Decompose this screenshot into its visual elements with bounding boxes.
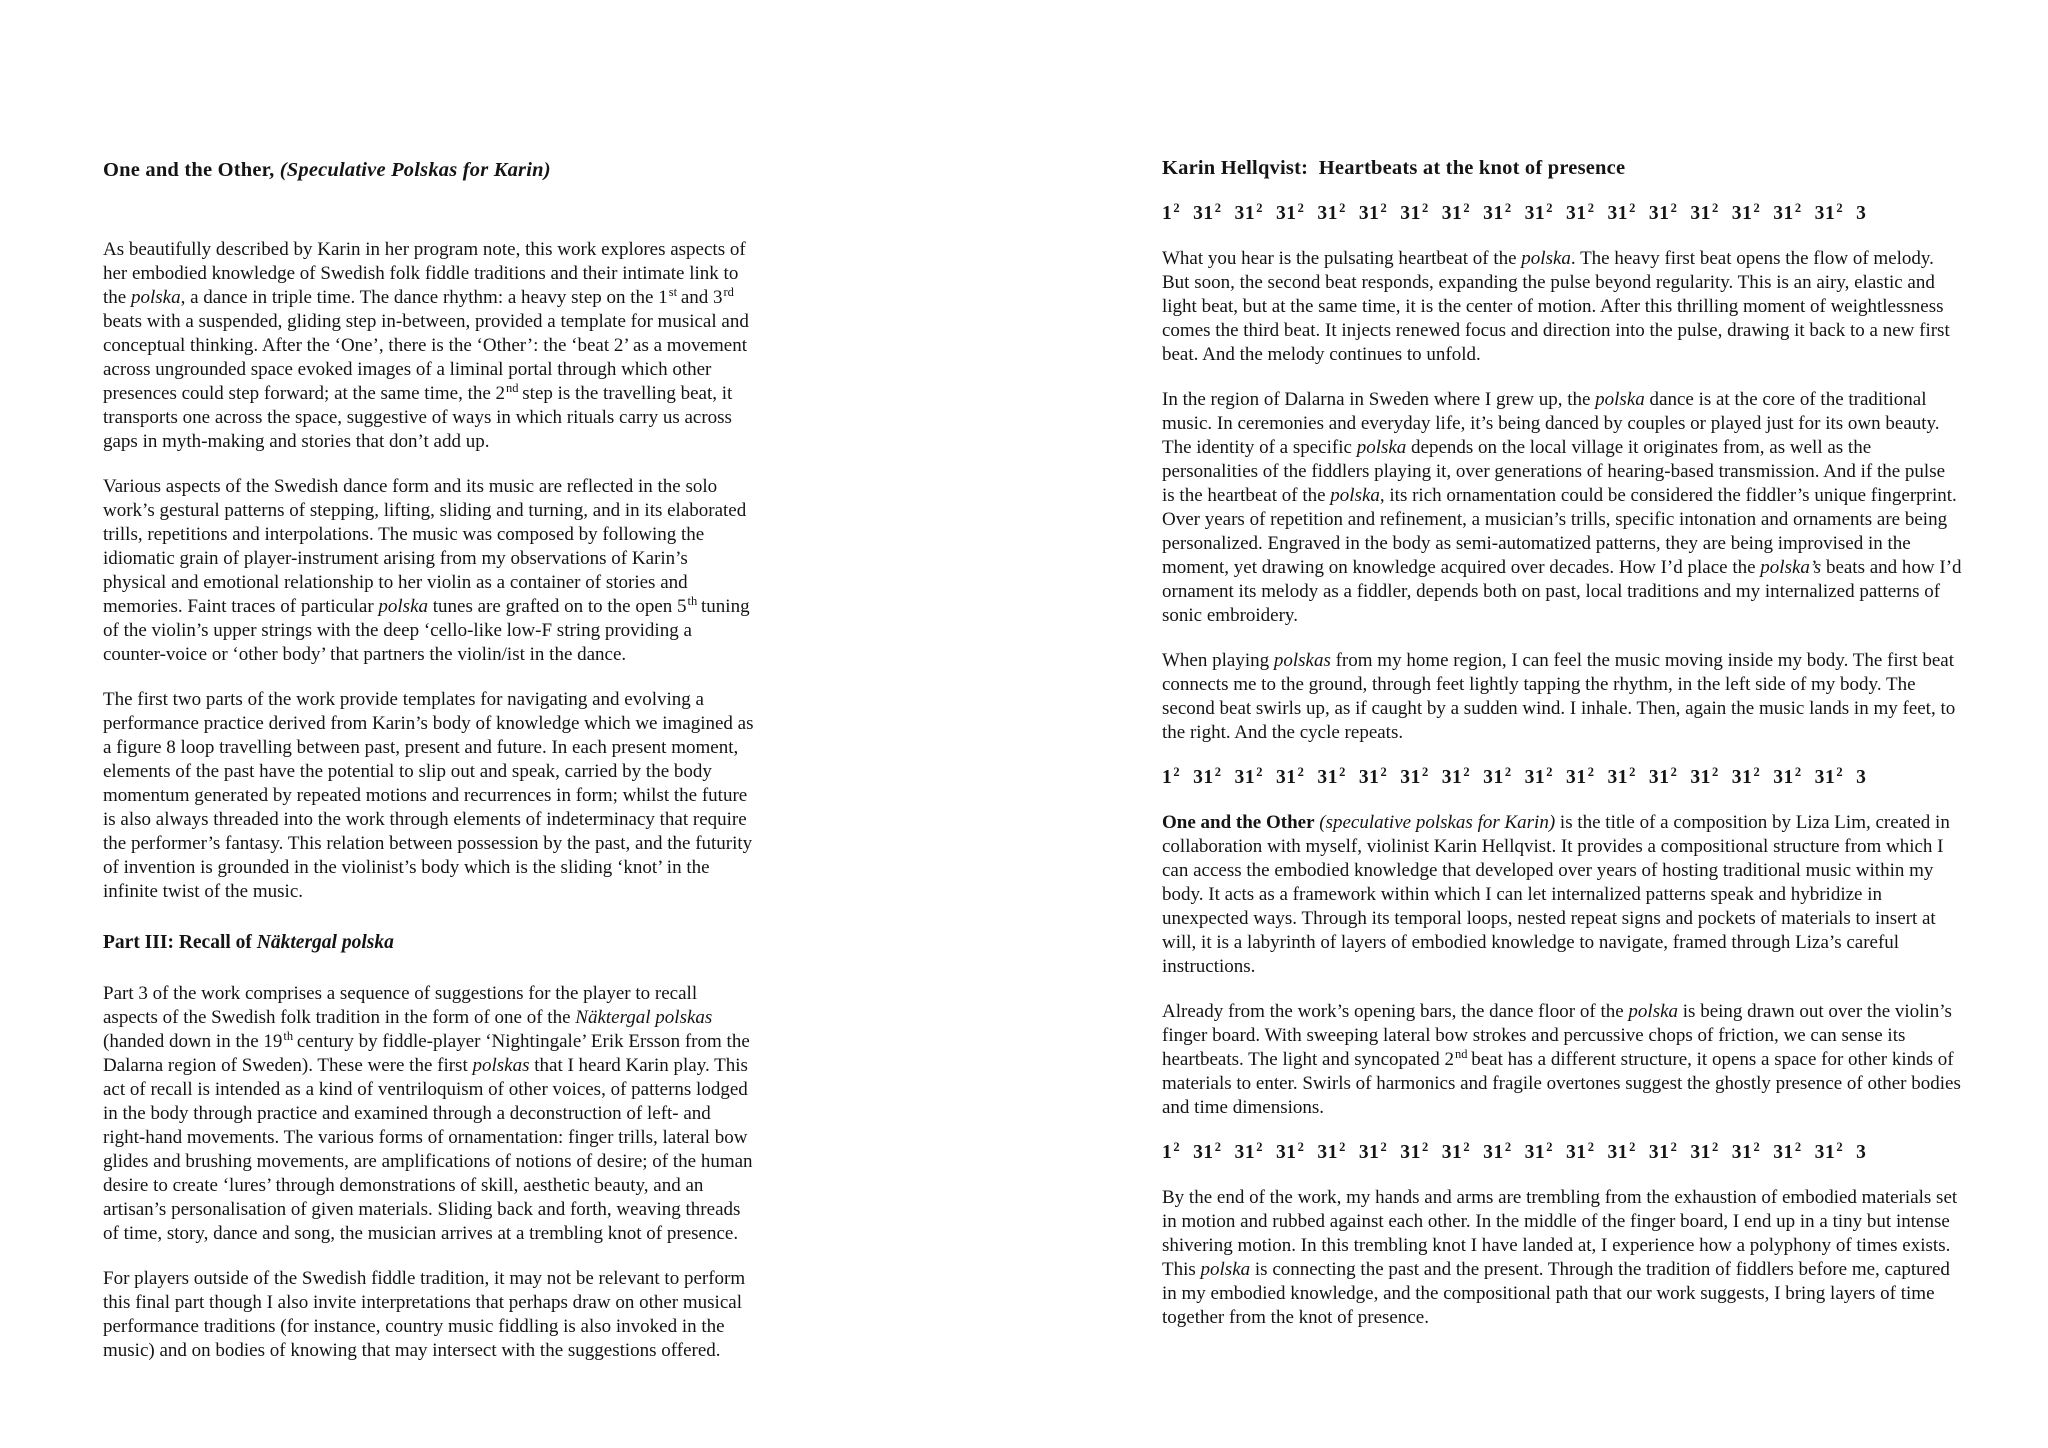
paragraph: For players outside of the Swedish fiddle tradition, it may not be relevant to perform this final part though I also invite interpretations that perhaps draw on other musical performance traditions (for instance, country music fiddling is also invoked in the music) and on bodies of knowing that may intersect with the suggestions offered. (103, 1268, 746, 1361)
rhythm-notation-line: $1^2$ $31^2$ $31^2$ $31^2$ $31^2$ $31^2$ $31^2$ $31^2$ $31^2$ $31^2$ $31^2$ $31^2$ $31^2$ $31^2$ $31^2$ $31^2$ $31^2$ 3 (1162, 1140, 1867, 1163)
paragraph: In the region of Dalarna in Sweden where I grew up, the polska dance is at the core of the traditional music. In ceremonies and everyday life, it’s being danced by couples or played just for its own beauty. The identity of a specific polska depends on the local village it originates from, as well as the personalities of the fiddlers playing it, over generations of hearing-based transmission. And if the pulse is the heartbeat of the polska, its rich ornamentation could be considered the fiddler’s unique fingerprint. Over years of repetition and refinement, a musician’s trills, specific intonation and ornaments are being personalized. Engraved in the body as semi-automatized patterns, they are being improvised in the moment, yet drawing on knowledge acquired over decades. How I’d place the polska’s beats and how I’d ornament its melody as a fiddler, depends both on past, local traditions and my internalized patterns of sonic embroidery. (1162, 389, 1962, 626)
rhythm-notation-line: $1^2$ $31^2$ $31^2$ $31^2$ $31^2$ $31^2$ $31^2$ $31^2$ $31^2$ $31^2$ $31^2$ $31^2$ $31^2$ $31^2$ $31^2$ $31^2$ $31^2$ 3 (1162, 765, 1867, 788)
rhythm-notation-line: $1^2$ $31^2$ $31^2$ $31^2$ $31^2$ $31^2$ $31^2$ $31^2$ $31^2$ $31^2$ $31^2$ $31^2$ $31^2$ $31^2$ $31^2$ $31^2$ $31^2$ 3 (1162, 201, 1867, 224)
section-heading-part-iii: Part III: Recall of Näktergal polska (103, 932, 394, 953)
paragraph: Part 3 of the work comprises a sequence of suggestions for the player to recall aspects of the Swedish folk tradition in the form of one of the Näktergal polskas (handed down in the 19th century by fiddle-player ‘Nightingale’ Erik Ersson from the Dalarna region of Sweden). These were the first polskas that I heard Karin play. This act of recall is intended as a kind of ventriloquism of other voices, of patterns lodged in the body through practice and examined through a deconstruction of left- and right-hand movements. The various forms of ornamentation: finger trills, lateral bow glides and brushing movements, are amplifications of notions of desire; of the human desire to create ‘lures’ through demonstrations of skill, aesthetic beauty, and an artisan’s personalisation of given materials. Sliding back and forth, weaving threads of time, story, dance and song, the musician arrives at a trembling knot of presence. (103, 983, 753, 1244)
left-page (103, 158, 755, 1363)
paragraph: When playing polskas from my home region, I can feel the music moving inside my body. The first beat connects me to the ground, through feet lightly tapping the rhythm, in the left side of my body. The second beat swirls up, as if caught by a sudden wind. I inhale. Then, again the music lands in my feet, to the right. And the cycle repeats. (1162, 650, 1956, 743)
right-page-title: Karin Hellqvist: Heartbeats at the knot of presence (1162, 157, 1626, 179)
paragraph: The first two parts of the work provide templates for navigating and evolving a performance practice derived from Karin’s body of knowledge which we imagined as a figure 8 loop travelling between past, present and future. In each present moment, elements of the past have the potential to slip out and speak, carried by the body momentum generated by repeated motions and recurrences in form; whilst the future is also always threaded into the work through elements of indeterminacy that require the performer’s fantasy. This relation between possession by the past, and the futurity of invention is grounded in the violinist’s body which is the sliding ‘knot’ in the infinite twist of the music. (103, 689, 754, 902)
paragraph: One and the Other (speculative polskas for Karin) is the title of a composition by Liza Lim, created in collaboration with myself, violinist Karin Hellqvist. It provides a compositional structure from which I can access the embodied knowledge that developed over years of hosting traditional music within my body. It acts as a framework within which I can let internalized patterns speak and hybridize in unexpected ways. Through its temporal loops, nested repeat signs and pockets of materials to insert at will, it is a labyrinth of layers of embodied knowledge to navigate, framed through Liza’s careful instructions. (1162, 812, 1950, 977)
paragraph: As beautifully described by Karin in her program note, this work explores aspects of her embodied knowledge of Swedish folk fiddle traditions and their intimate link to the polska, a dance in triple time. The dance rhythm: a heavy step on the 1st and 3rd beats with a suspended, gliding step in-between, provided a template for musical and conceptual thinking. After the ‘One’, there is the ‘Other’: the ‘beat 2’ as a movement across ungrounded space evoked images of a liminal portal through which other presences could step forward; at the same time, the 2nd step is the travelling beat, it transports one across the space, suggestive of ways in which rituals carry us across gaps in myth-making and stories that don’t add up. (103, 239, 749, 452)
paragraph: What you hear is the pulsating heartbeat of the polska. The heavy first beat opens the flow of melody. But soon, the second beat responds, expanding the pulse beyond regularity. This is an airy, elastic and light beat, but at the same time, it is the center of motion. After this thrilling moment of weightlessness comes the third beat. It injects renewed focus and direction into the pulse, drawing it back to a new first beat. And the melody continues to unfold. (1162, 248, 1950, 365)
left-page-title: One and the Other, (Speculative Polskas for Karin) (103, 159, 551, 181)
paragraph: By the end of the work, my hands and arms are trembling from the exhaustion of embodied materials set in motion and rubbed against each other. In the middle of the finger board, I end up in a tiny but intense shivering motion. In this trembling knot I have landed at, I experience how a polyphony of times exists. This polska is connecting the past and the present. Through the tradition of fiddlers before me, captured in my embodied knowledge, and the compositional path that our work suggests, I bring layers of time together from the knot of presence. (1162, 1187, 1958, 1328)
right-page (1162, 156, 1962, 1330)
paragraph: Various aspects of the Swedish dance form and its music are reflected in the solo work’s gestural patterns of stepping, lifting, sliding and turning, and in its elaborated trills, repetitions and interpolations. The music was composed by following the idiomatic grain of player-instrument arising from my observations of Karin’s physical and emotional relationship to her violin as a container of stories and memories. Faint traces of particular polska tunes are grafted on to the open 5th tuning of the violin’s upper strings with the deep ‘cello-like low-F string providing a counter-voice or ‘other body’ that partners the violin/ist in the dance. (103, 476, 750, 665)
paragraph: Already from the work’s opening bars, the dance floor of the polska is being drawn out over the violin’s finger board. With sweeping lateral bow strokes and percussive chops of friction, we can sense its heartbeats. The light and syncopated 2nd beat has a different structure, it opens a space for other kinds of materials to enter. Swirls of harmonics and fragile overtones suggest the ghostly presence of other bodies and time dimensions. (1162, 1001, 1961, 1118)
